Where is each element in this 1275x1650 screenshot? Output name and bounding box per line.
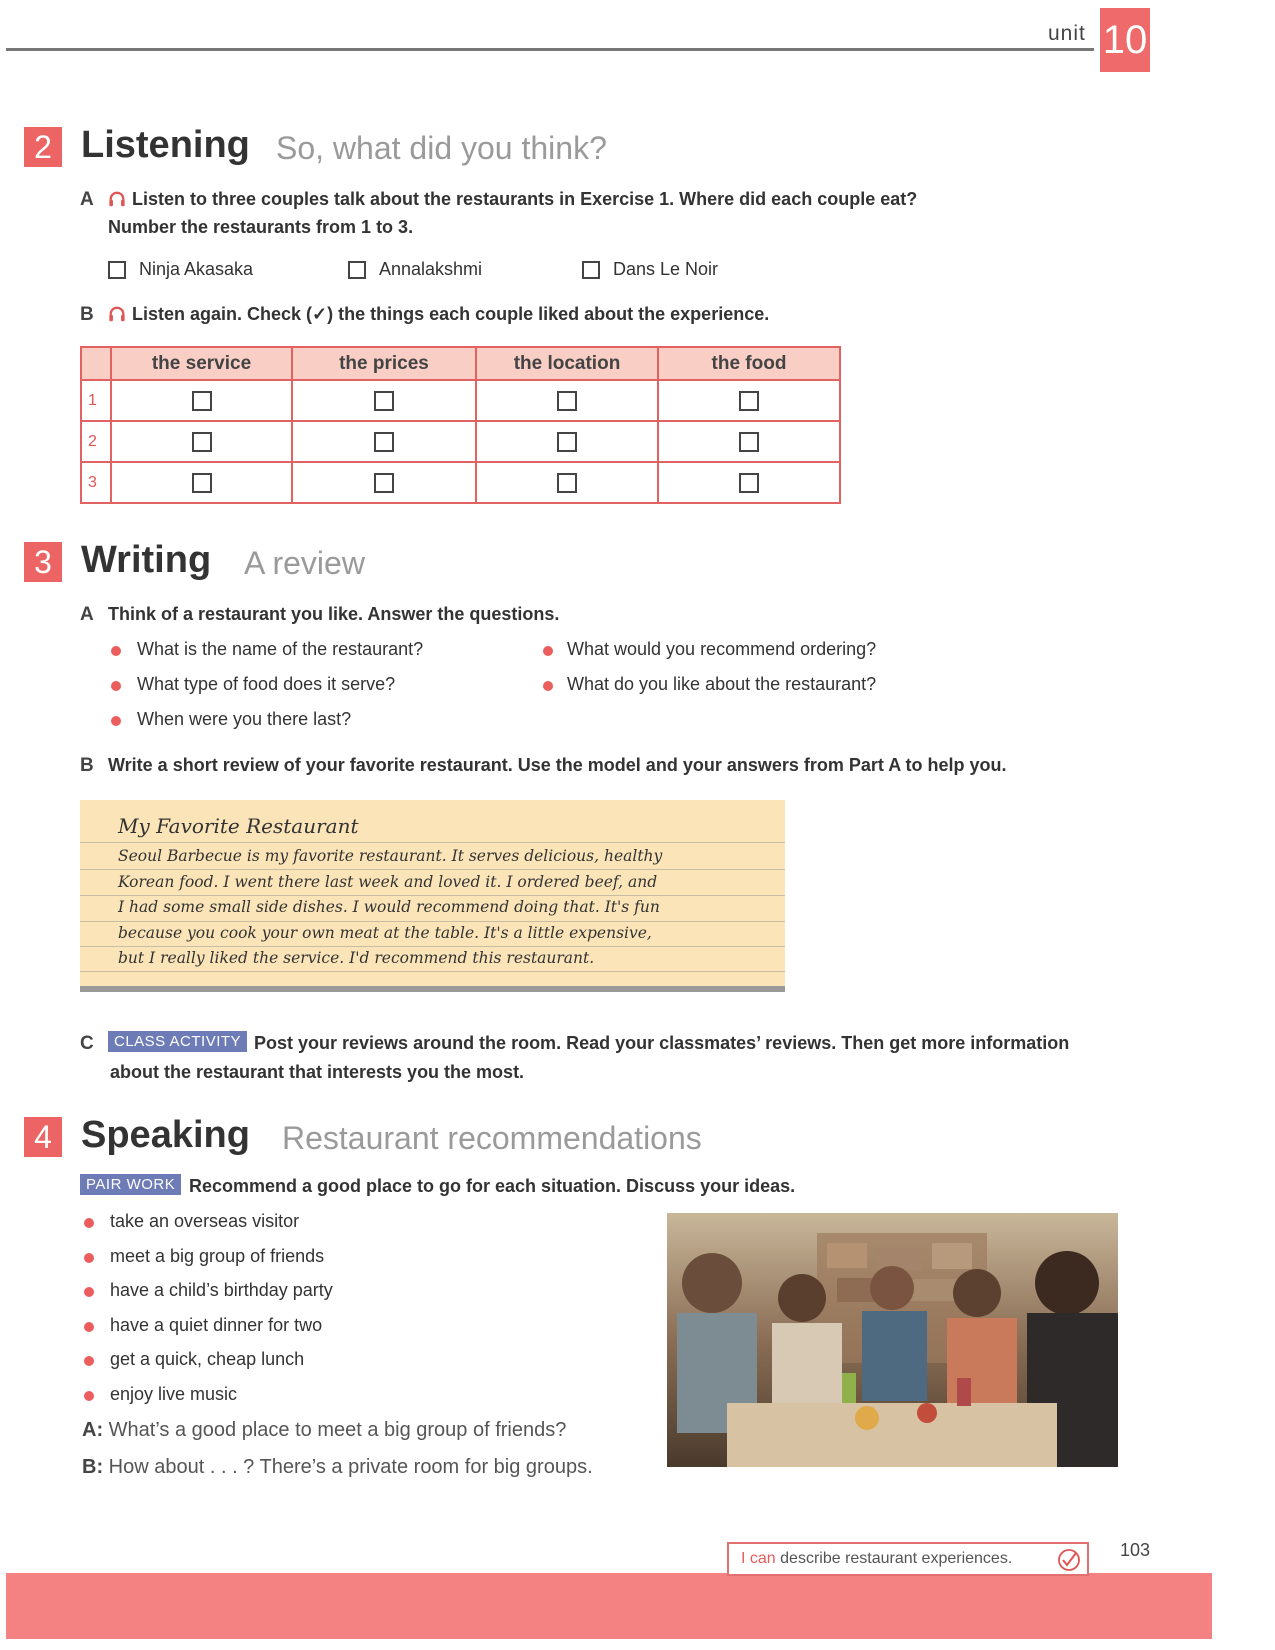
section-number-badge: 4 <box>24 1117 62 1157</box>
headphones-icon[interactable] <box>108 190 126 208</box>
class-activity-tag: CLASS ACTIVITY <box>108 1031 247 1052</box>
bullet-dot <box>111 681 121 691</box>
dialog-line <box>82 1456 593 1479</box>
model-text <box>118 844 758 972</box>
section-subtitle: Restaurant recommendations <box>282 1120 702 1156</box>
row-number: 3 <box>81 462 111 503</box>
option-label: Ninja Akasaka <box>139 259 254 279</box>
dialog-text: What’s a good place to meet a big group of friends? <box>108 1419 567 1441</box>
question-item: What type of food does it serve? <box>137 674 396 694</box>
checkbox-annalakshmi[interactable] <box>348 261 366 279</box>
header-rule <box>6 48 1094 51</box>
headphones-icon[interactable] <box>108 305 126 323</box>
table-checkbox[interactable] <box>739 391 759 411</box>
speaker-label: B: <box>82 1456 104 1478</box>
row-number: 1 <box>81 380 111 421</box>
table-checkbox[interactable] <box>192 473 212 493</box>
model-line: Seoul Barbecue is my favorite restaurant. It serves delicious, healthy <box>118 847 663 865</box>
situation-item: enjoy live music <box>110 1384 238 1404</box>
row-number: 2 <box>81 421 111 462</box>
table-checkbox[interactable] <box>374 473 394 493</box>
column-header: the service <box>111 347 292 380</box>
bullet-dot <box>84 1218 94 1228</box>
footer-band <box>6 1573 1212 1639</box>
check-circle-icon[interactable] <box>1057 1548 1081 1572</box>
exercise-letter: B <box>80 755 94 776</box>
section-number-badge: 3 <box>24 542 62 582</box>
model-title: My Favorite Restaurant <box>118 814 359 838</box>
section-number-badge: 2 <box>24 127 62 167</box>
table-checkbox[interactable] <box>192 391 212 411</box>
table-row <box>81 421 840 462</box>
column-header: the prices <box>292 347 476 380</box>
table-header-row <box>81 347 840 380</box>
exercise-letter: B <box>80 304 94 325</box>
question-item: What do you like about the restaurant? <box>567 674 877 694</box>
situation-item: take an overseas visitor <box>110 1211 300 1231</box>
table-row <box>81 462 840 503</box>
situation-item: get a quick, cheap lunch <box>110 1349 305 1369</box>
bullet-dot <box>84 1322 94 1332</box>
friends-dining-photo <box>667 1213 1118 1467</box>
section-title: Speaking <box>81 1114 250 1156</box>
table-corner <box>81 347 111 380</box>
exercise-a-instruction <box>108 189 917 210</box>
instruction-text: Think of a restaurant you like. Answer the questions. <box>108 604 560 624</box>
instruction-text-line2: about the restaurant that interests you the most. <box>110 1062 525 1082</box>
table-row <box>81 380 840 421</box>
ruled-line <box>80 842 785 843</box>
i-can-statement <box>741 1550 1012 1568</box>
instruction-text: Post your reviews around the room. Read your classmates’ reviews. Then get more information <box>254 1033 1070 1053</box>
dialog-text: How about . . . ? There’s a private room for big groups. <box>108 1456 593 1478</box>
goal-text: describe restaurant experiences. <box>780 1550 1013 1567</box>
dialog-line <box>82 1419 566 1442</box>
table-checkbox[interactable] <box>557 432 577 452</box>
table-checkbox[interactable] <box>557 391 577 411</box>
exercise-b-instruction <box>108 304 769 325</box>
i-can-label: I can <box>741 1550 776 1567</box>
instruction-text-line2: Number the restaurants from 1 to 3. <box>108 217 414 237</box>
instruction-text: Listen again. Check (✓) the things each couple liked about the experience. <box>132 304 770 324</box>
pair-work-tag: PAIR WORK <box>80 1174 181 1195</box>
section-subtitle: A review <box>244 545 365 581</box>
page-number: 103 <box>1120 1540 1151 1560</box>
bullet-dot <box>84 1253 94 1263</box>
model-review-card <box>80 800 785 992</box>
question-item: What is the name of the restaurant? <box>137 639 424 659</box>
photo-illustration <box>667 1213 1118 1467</box>
unit-label: unit <box>1048 22 1086 45</box>
option-label: Annalakshmi <box>379 259 483 279</box>
table-checkbox[interactable] <box>557 473 577 493</box>
column-header: the location <box>476 347 658 380</box>
section-title: Writing <box>81 539 212 581</box>
bullet-dot <box>84 1356 94 1366</box>
exercise-letter: C <box>80 1033 94 1054</box>
table-checkbox[interactable] <box>739 473 759 493</box>
section-subtitle: So, what did you think? <box>276 130 607 166</box>
table-checkbox[interactable] <box>192 432 212 452</box>
bullet-dot <box>84 1391 94 1401</box>
bullet-dot <box>84 1287 94 1297</box>
table-checkbox[interactable] <box>374 432 394 452</box>
bullet-dot <box>111 646 121 656</box>
checkbox-ninja-akasaka[interactable] <box>108 261 126 279</box>
question-item: When were you there last? <box>137 709 352 729</box>
model-line: but I really liked the service. I'd recommend this restaurant. <box>118 949 595 968</box>
unit-number: 10 <box>1100 8 1150 72</box>
situation-item: have a child’s birthday party <box>110 1280 333 1300</box>
i-can-box <box>727 1542 1089 1576</box>
model-line: Korean food. I went there last week and loved it. I ordered beef, and <box>118 872 658 891</box>
column-header: the food <box>658 347 840 380</box>
option-label: Dans Le Noir <box>613 259 719 279</box>
model-line: I had some small side dishes. I would recommend doing that. It's fun <box>118 898 660 917</box>
table-checkbox[interactable] <box>374 391 394 411</box>
situation-item: have a quiet dinner for two <box>110 1315 323 1335</box>
bullet-dot <box>543 681 553 691</box>
question-item: What would you recommend ordering? <box>567 639 877 659</box>
model-line: because you cook your own meat at the table. It's a little expensive, <box>118 923 652 942</box>
instruction-text: Recommend a good place to go for each situation. Discuss your ideas. <box>189 1176 796 1196</box>
table-checkbox[interactable] <box>739 432 759 452</box>
instruction-text: Write a short review of your favorite restaurant. Use the model and your answers from Part A to help you. <box>108 755 1007 775</box>
bullet-dot <box>543 646 553 656</box>
bullet-dot <box>111 716 121 726</box>
situation-item: meet a big group of friends <box>110 1246 325 1266</box>
instruction-text: Listen to three couples talk about the restaurants in Exercise 1. Where did each couple eat? <box>132 189 918 209</box>
speaker-label: A: <box>82 1419 104 1441</box>
section-title: Listening <box>81 124 250 166</box>
checkbox-dans-le-noir[interactable] <box>582 261 600 279</box>
checklist-table <box>80 346 841 504</box>
exercise-letter: A <box>80 604 94 625</box>
exercise-letter: A <box>80 189 94 210</box>
